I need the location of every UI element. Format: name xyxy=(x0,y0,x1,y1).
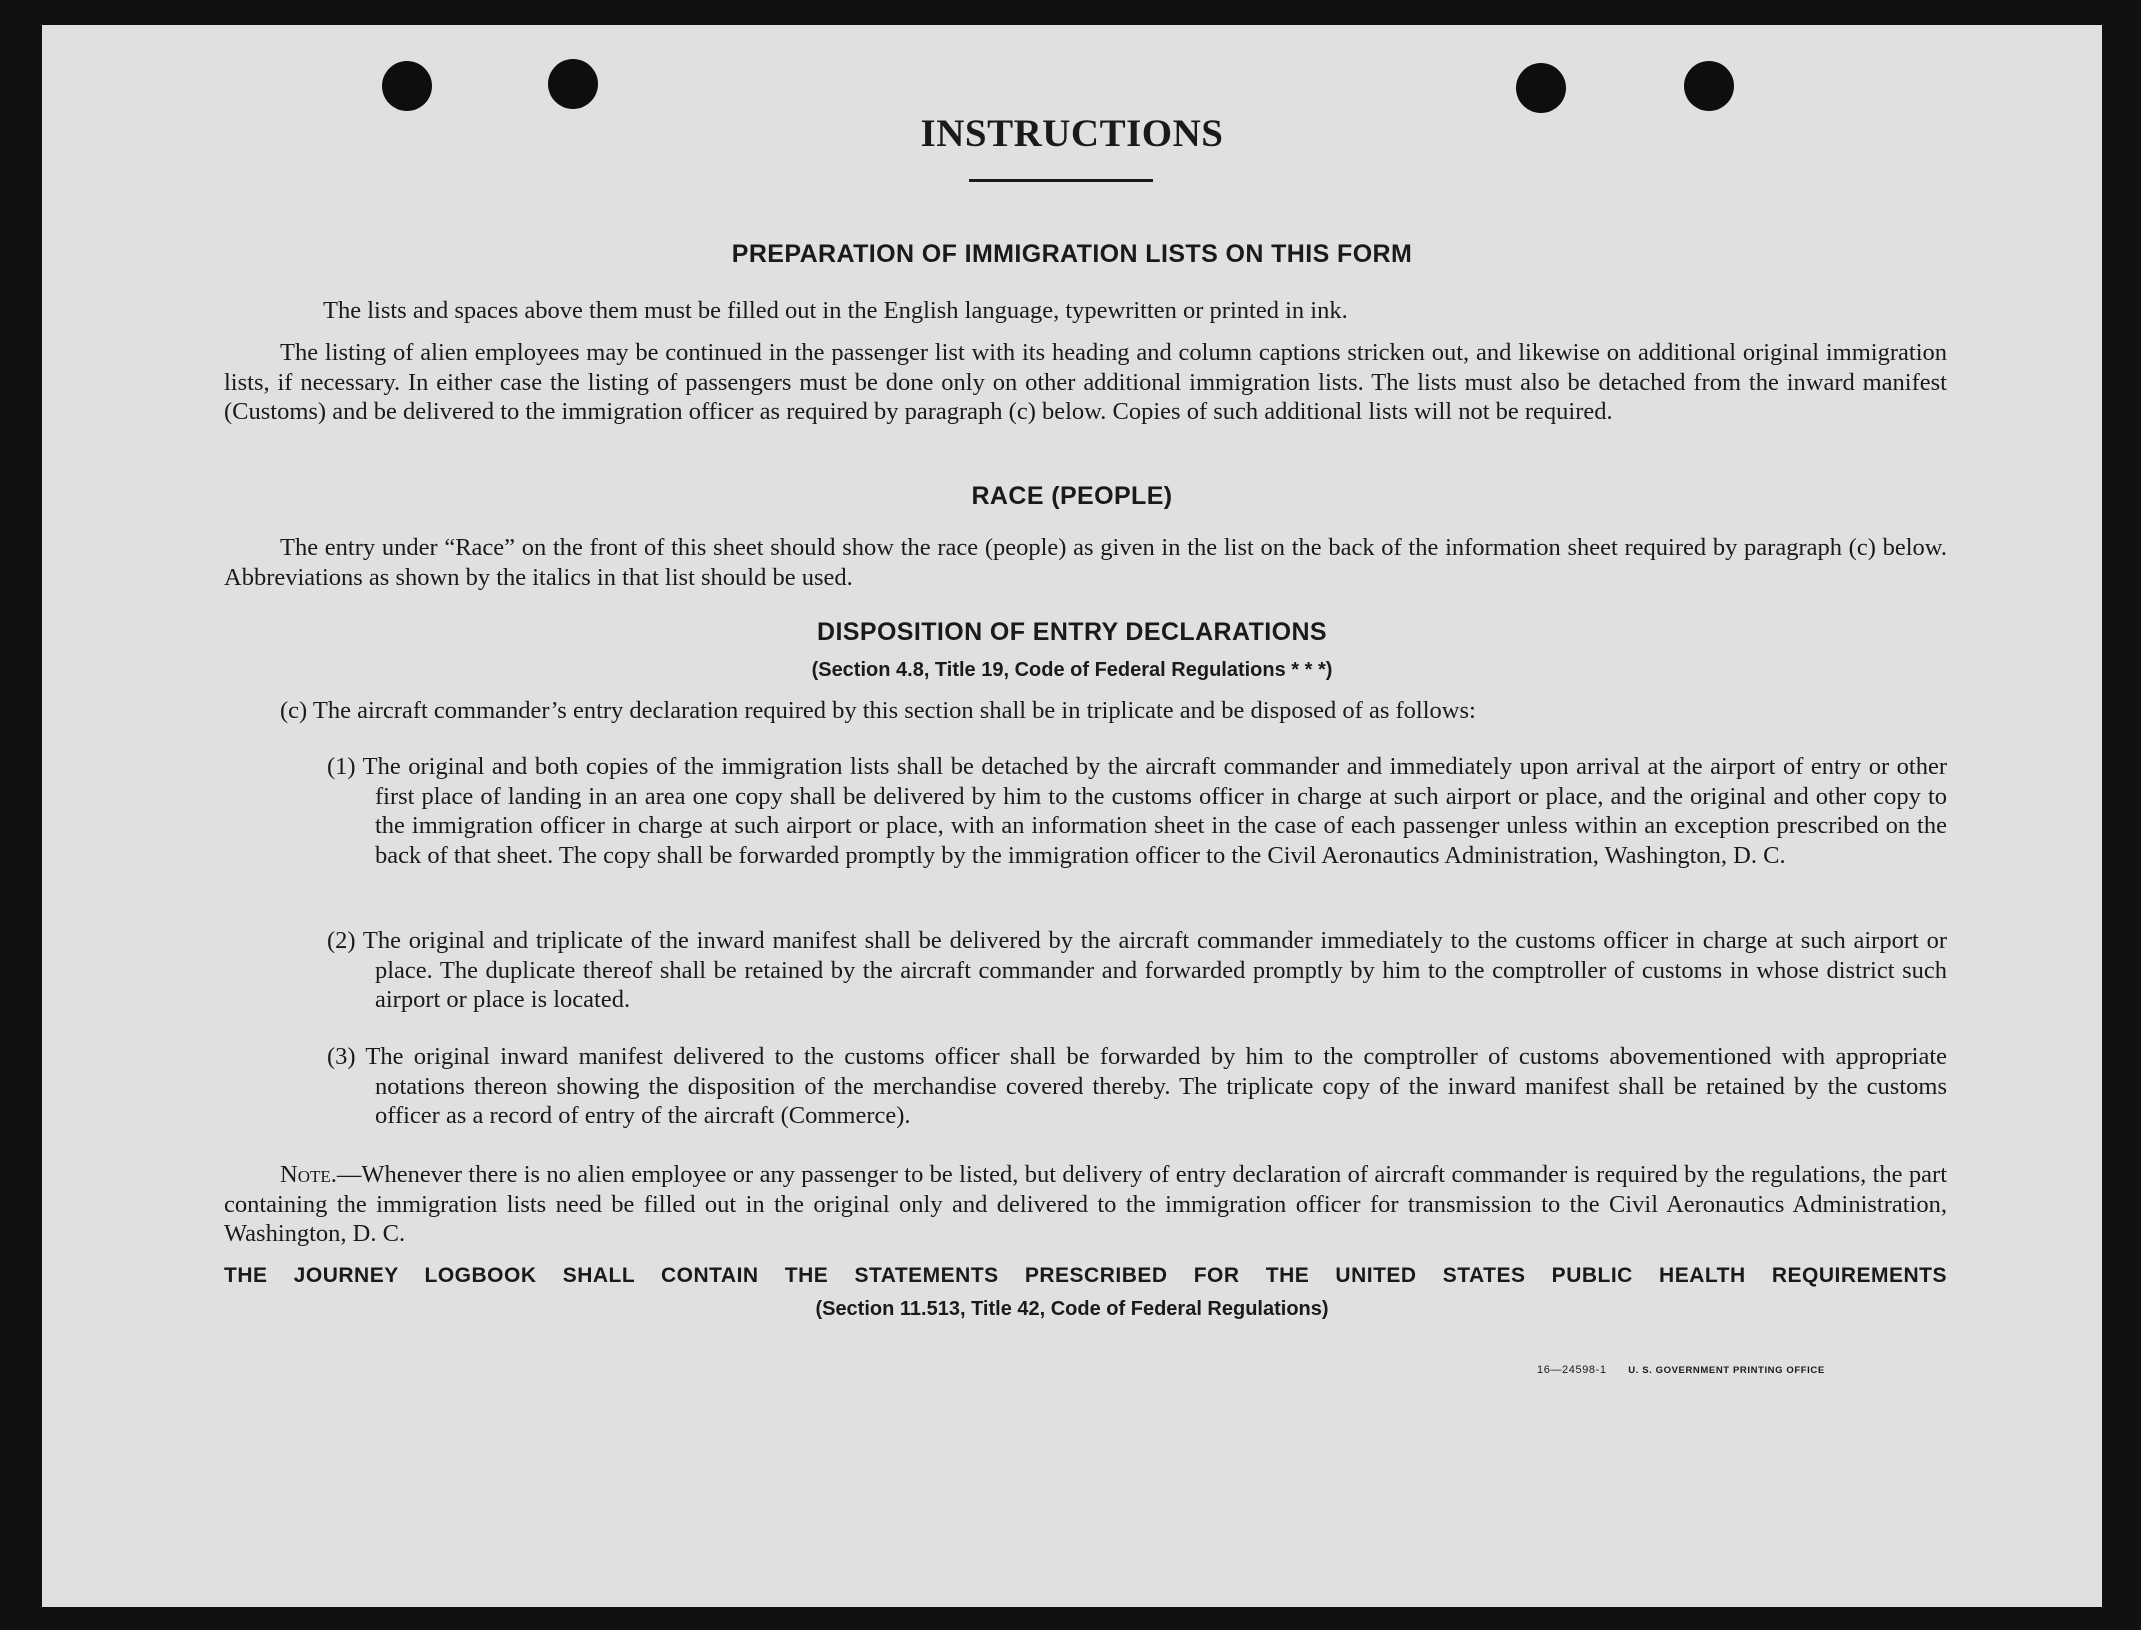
disposition-item-3: (3) The original inward manifest delivered to the customs officer shall be forwarded by him to the comptroller of customs abovementioned with appropriate notations thereon showing the disposition of the merchandise covered thereby. The triplicate copy of the inward manifest shall be retained by the customs officer as a record of entry of the aircraft (Commerce). xyxy=(327,1043,1947,1129)
punch-hole xyxy=(1516,63,1566,113)
disposition-heading: DISPOSITION OF ENTRY DECLARATIONS xyxy=(817,618,1327,646)
disposition-citation: (Section 4.8, Title 19, Code of Federal Regulations * * *) xyxy=(811,659,1333,681)
printer-imprint xyxy=(1537,1364,1825,1376)
logbook-citation: (Section 11.513, Title 42, Code of Federal Regulations) xyxy=(815,1298,1329,1320)
disposition-intro: (c) The aircraft commander’s entry declaration required by this section shall be in triplicate and be disposed of as follows: xyxy=(280,697,1476,724)
title-rule xyxy=(969,179,1153,182)
punch-hole xyxy=(382,61,432,111)
preparation-paragraph-1: The lists and spaces above them must be filled out in the English language, typewritten or printed in ink. xyxy=(323,297,1348,324)
disposition-item-2: (2) The original and triplicate of the inward manifest shall be delivered by the aircraft commander immediately to the customs officer in charge at such airport or place. The duplicate thereof shall be retained by the aircraft commander and forwarded promptly by him to the comptroller of customs in whose district such airport or place is located. xyxy=(327,927,1947,1013)
preparation-paragraph-2: The listing of alien employees may be continued in the passenger list with its heading and column captions stricken out, and likewise on additional original immigration lists, if necessary. In either case the listing of passengers must be done only on other additional immigration lists. The lists must also be detached from the inward manifest (Customs) and be delivered to the immigration officer as required by paragraph (c) below. Copies of such additional lists will not be required. xyxy=(224,339,1947,425)
printer-name: U. S. GOVERNMENT PRINTING OFFICE xyxy=(1628,1365,1825,1376)
preparation-heading: PREPARATION OF IMMIGRATION LISTS ON THIS FORM xyxy=(731,240,1413,268)
note-text: —Whenever there is no alien employee or any passenger to be listed, but delivery of entry declaration of aircraft commander is required by the regulations, the part containing the immigration lists need be filled out in the original only and delivered to the immigration officer for transmission to the Civil Aeronautics Administration, Washington, D. C. xyxy=(224,1161,1947,1247)
document-page xyxy=(42,25,2102,1607)
race-paragraph: The entry under “Race” on the front of this sheet should show the race (people) as given in the list on the back of the information sheet required by paragraph (c) below. Abbreviations as shown by the italics in that list should be used. xyxy=(224,534,1947,591)
punch-hole xyxy=(548,59,598,109)
form-code: 16—24598-1 xyxy=(1537,1364,1607,1376)
page-title: INSTRUCTIONS xyxy=(920,112,1224,155)
race-heading: RACE (PEOPLE) xyxy=(971,482,1173,510)
note-paragraph xyxy=(224,1160,1947,1249)
disposition-item-1: (1) The original and both copies of the immigration lists shall be detached by the aircraft commander and immediately upon arrival at the airport of entry or other first place of landing in an area one copy shall be delivered by him to the customs officer in charge at such airport or place, and the original and other copy to the immigration officer in charge at such airport or place, with an information sheet in the case of each passenger unless within an exception prescribed on the back of that sheet. The copy shall be forwarded promptly by the immigration officer to the Civil Aeronautics Administration, Washington, D. C. xyxy=(327,753,1947,869)
note-label: Note. xyxy=(280,1161,337,1188)
logbook-requirement: THE JOURNEY LOGBOOK SHALL CONTAIN THE STATEMENTS PRESCRIBED FOR THE UNITED STATES PUBLIC HEALTH REQUIREMENTS xyxy=(224,1264,1947,1287)
punch-hole xyxy=(1684,61,1734,111)
